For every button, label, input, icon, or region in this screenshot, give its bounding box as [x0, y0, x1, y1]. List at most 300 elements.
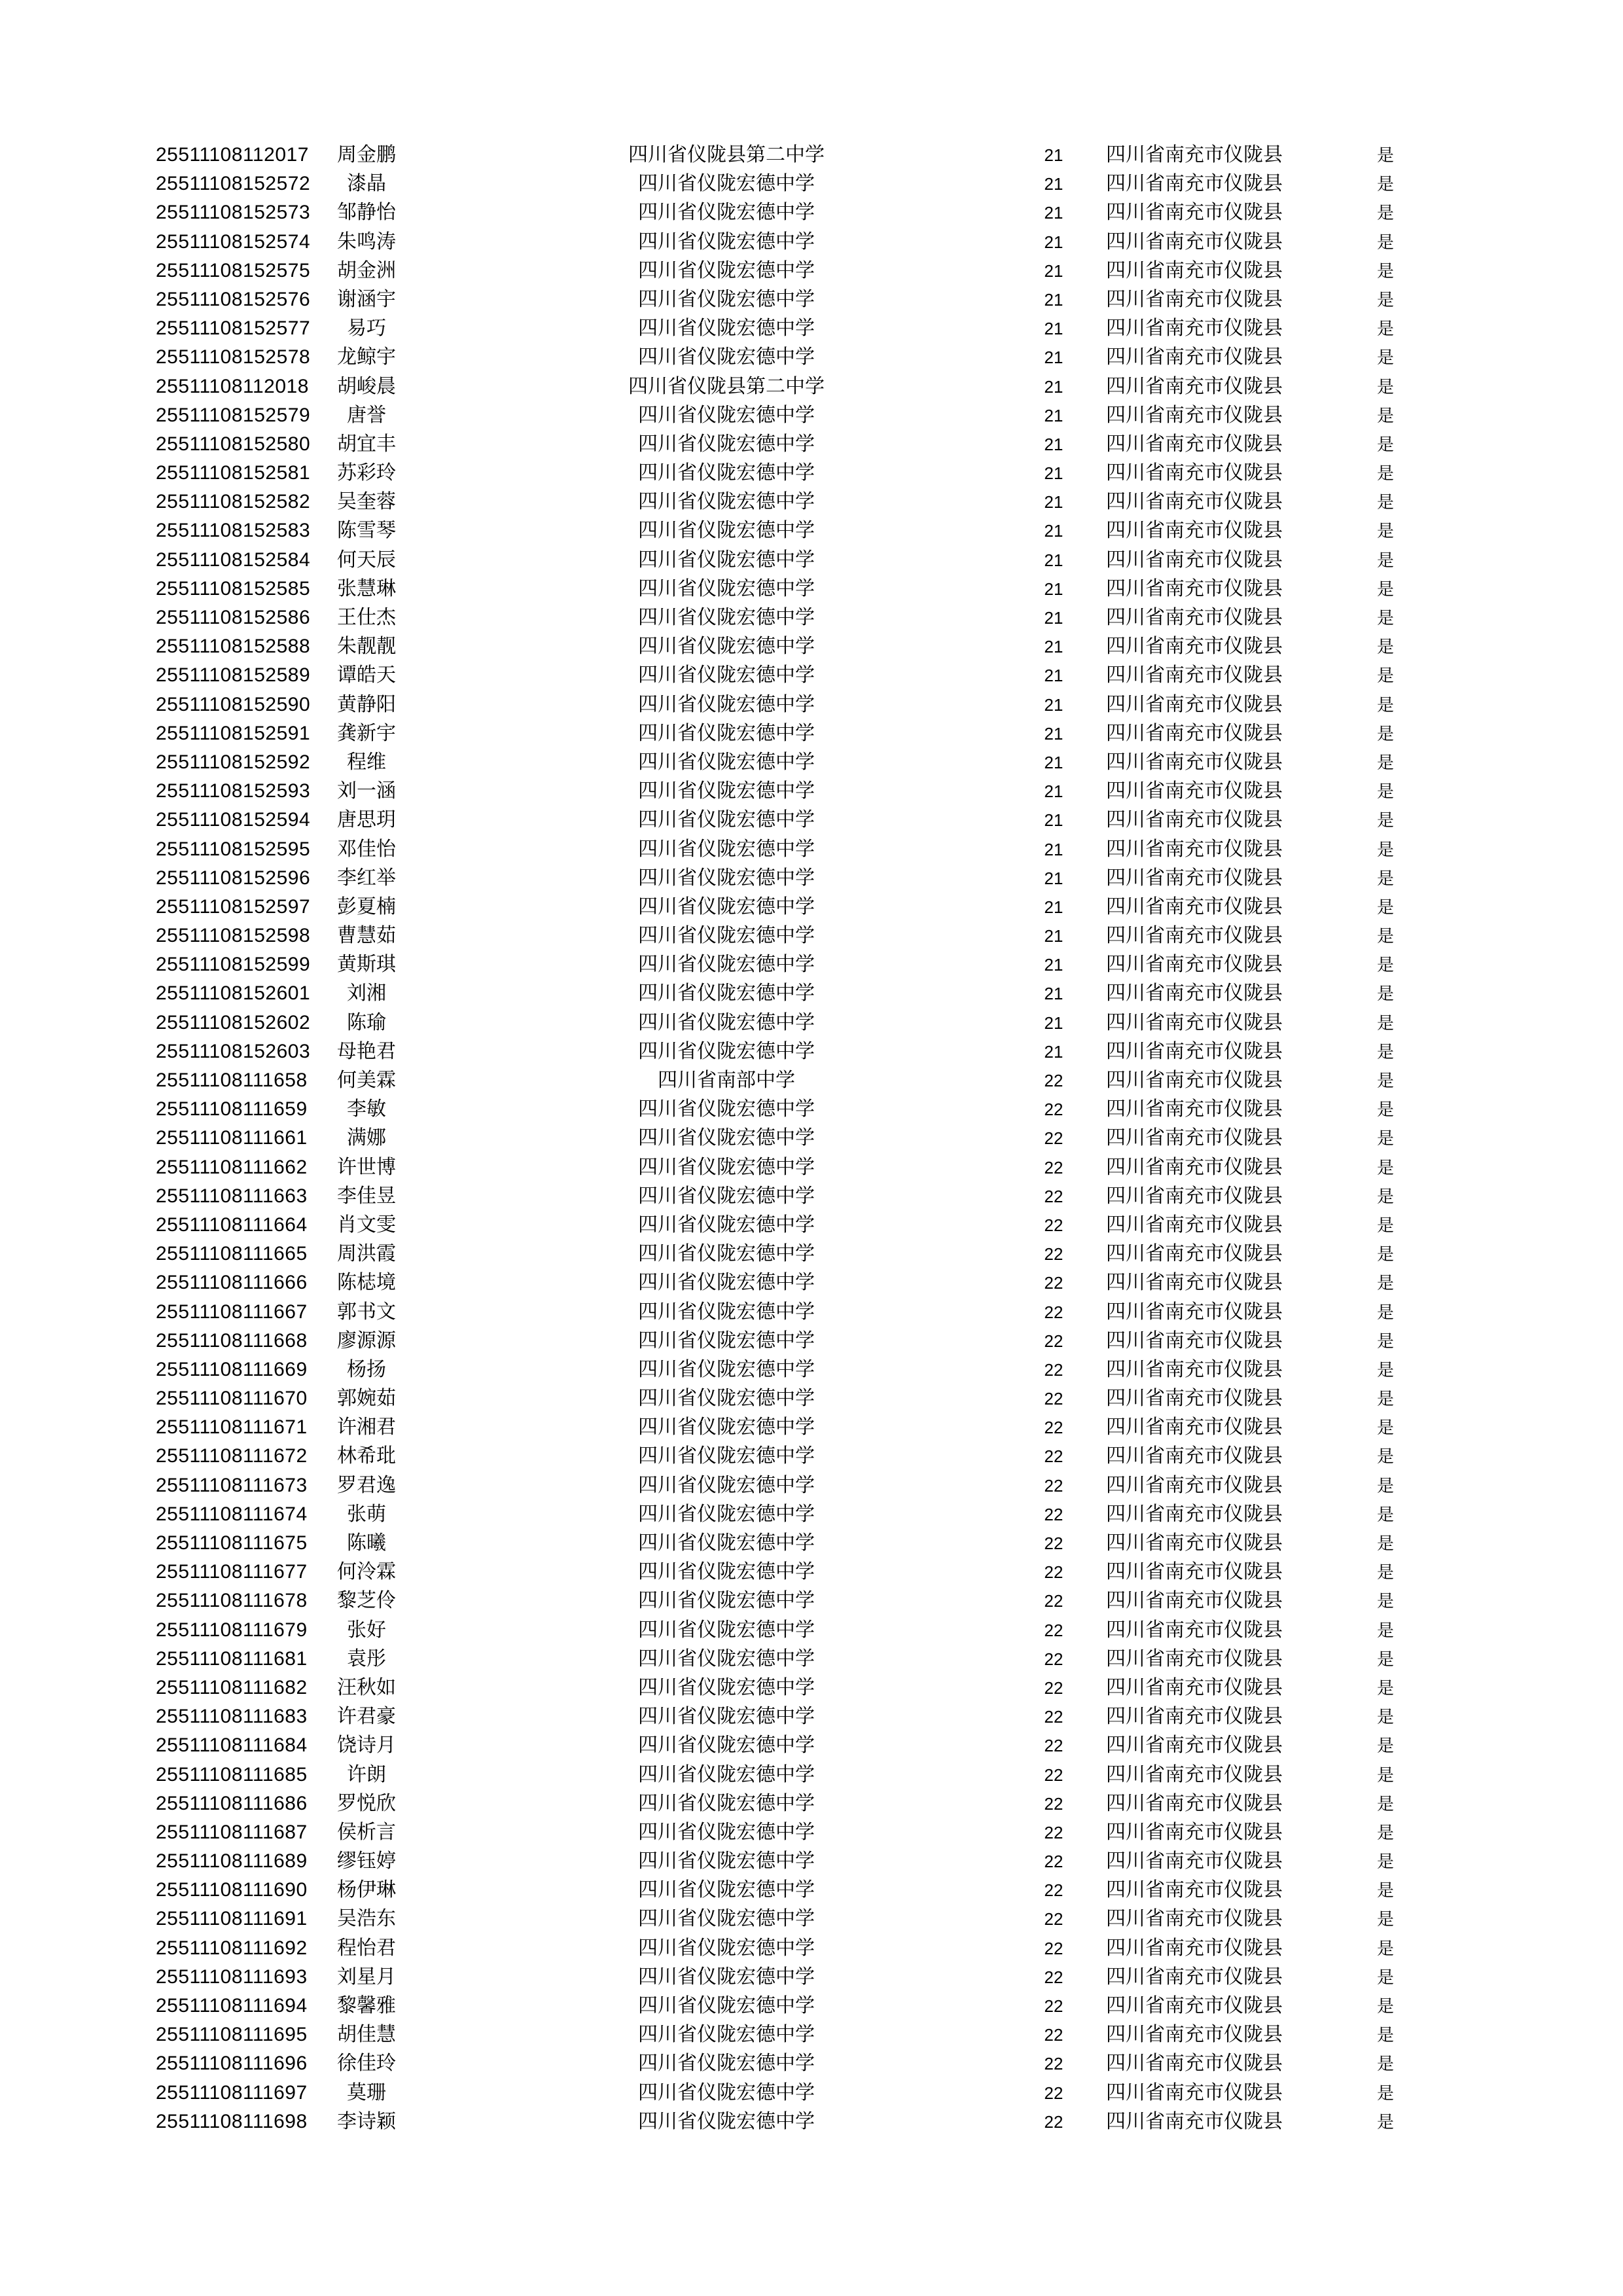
table-row: [0, 893, 1623, 922]
group-number-cell: 21: [1044, 376, 1063, 397]
exam-id-cell: 25511108152585: [156, 577, 311, 600]
confirm-cell: 是: [1376, 376, 1394, 397]
confirm-cell: 是: [1376, 1157, 1394, 1177]
confirm-cell: 是: [1376, 723, 1394, 744]
school-cell: 四川省仪陇县第二中学: [628, 375, 825, 397]
group-number-cell: 21: [1044, 348, 1063, 368]
student-name-cell: 胡金洲: [337, 259, 396, 281]
student-name-cell: 陈曦: [347, 1532, 386, 1554]
school-cell: 四川省仪陇宏德中学: [638, 1243, 815, 1265]
student-name-cell: 黎馨雅: [337, 1995, 396, 2017]
school-cell: 四川省仪陇宏德中学: [638, 1734, 815, 1757]
region-cell: 四川省南充市仪陇县: [1106, 751, 1283, 773]
school-cell: 四川省仪陇宏德中学: [638, 1416, 815, 1439]
region-cell: 四川省南充市仪陇县: [1106, 1445, 1283, 1467]
student-name-cell: 邹静怡: [337, 202, 396, 224]
region-cell: 四川省南充市仪陇县: [1106, 1040, 1283, 1062]
group-number-cell: 21: [1044, 666, 1063, 686]
confirm-cell: 是: [1376, 608, 1394, 628]
student-name-cell: 胡峻晨: [337, 375, 396, 397]
table-row: [0, 1500, 1623, 1529]
exam-id-cell: 25511108111696: [156, 2053, 308, 2075]
confirm-cell: 是: [1376, 174, 1394, 194]
student-table: [0, 141, 1623, 2136]
region-cell: 四川省南充市仪陇县: [1106, 1763, 1283, 1785]
student-name-cell: 罗君逸: [337, 1474, 396, 1496]
exam-id-cell: 25511108112018: [156, 375, 309, 397]
group-number-cell: 21: [1044, 145, 1063, 165]
table-row: [0, 343, 1623, 372]
table-row: [0, 1529, 1623, 1558]
group-number-cell: 21: [1044, 868, 1063, 888]
confirm-cell: 是: [1376, 405, 1394, 425]
school-cell: 四川省仪陇宏德中学: [638, 1213, 815, 1236]
region-cell: 四川省南充市仪陇县: [1106, 1069, 1283, 1091]
region-cell: 四川省南充市仪陇县: [1106, 2081, 1283, 2104]
region-cell: 四川省南充市仪陇县: [1106, 1821, 1283, 1843]
group-number-cell: 22: [1044, 1649, 1063, 1669]
table-row: [0, 401, 1623, 430]
group-number-cell: 21: [1044, 1013, 1063, 1033]
region-cell: 四川省南充市仪陇县: [1106, 1879, 1283, 1901]
exam-id-cell: 25511108152577: [156, 317, 311, 340]
group-number-cell: 22: [1044, 2083, 1063, 2103]
table-row: [0, 806, 1623, 834]
region-cell: 四川省南充市仪陇县: [1106, 433, 1283, 455]
region-cell: 四川省南充市仪陇县: [1106, 1098, 1283, 1121]
confirm-cell: 是: [1376, 1215, 1394, 1235]
group-number-cell: 22: [1044, 1128, 1063, 1149]
confirm-cell: 是: [1376, 2083, 1394, 2103]
student-name-cell: 何泠霖: [337, 1561, 396, 1583]
confirm-cell: 是: [1376, 232, 1394, 252]
school-cell: 四川省仪陇宏德中学: [638, 838, 815, 860]
confirm-cell: 是: [1376, 492, 1394, 512]
student-name-cell: 张慧琳: [337, 577, 396, 600]
student-name-cell: 陈梽境: [337, 1272, 396, 1294]
school-cell: 四川省仪陇宏德中学: [638, 1792, 815, 1814]
exam-id-cell: 25511108111677: [156, 1561, 308, 1583]
region-cell: 四川省南充市仪陇县: [1106, 1503, 1283, 1525]
student-name-cell: 易巧: [347, 317, 386, 340]
student-name-cell: 缪钰婷: [337, 1850, 396, 1873]
confirm-cell: 是: [1376, 2111, 1394, 2132]
table-row: [0, 1992, 1623, 2020]
student-name-cell: 朱鸣涛: [337, 230, 396, 253]
group-number-cell: 21: [1044, 203, 1063, 223]
exam-id-cell: 25511108152590: [156, 693, 311, 715]
student-name-cell: 王仕杰: [337, 607, 396, 628]
student-name-cell: 张萌: [347, 1503, 386, 1525]
group-number-cell: 21: [1044, 752, 1063, 772]
table-row: [0, 430, 1623, 459]
group-number-cell: 22: [1044, 1534, 1063, 1553]
student-name-cell: 汪秋如: [337, 1676, 396, 1698]
group-number-cell: 21: [1044, 260, 1063, 281]
student-name-cell: 漆晶: [347, 173, 386, 195]
exam-id-cell: 25511108111683: [156, 1706, 308, 1728]
confirm-cell: 是: [1376, 1677, 1394, 1698]
table-row: [0, 1934, 1623, 1963]
table-row: [0, 2020, 1623, 2049]
table-row: [0, 835, 1623, 864]
table-row: [0, 1327, 1623, 1355]
exam-id-cell: 25511108111659: [156, 1098, 308, 1121]
exam-id-cell: 25511108152593: [156, 780, 311, 802]
region-cell: 四川省南充市仪陇县: [1106, 1329, 1283, 1352]
table-row: [0, 1674, 1623, 1702]
group-number-cell: 21: [1044, 319, 1063, 339]
table-row: [0, 1066, 1623, 1095]
confirm-cell: 是: [1376, 521, 1394, 541]
exam-id-cell: 25511108111678: [156, 1590, 308, 1612]
school-cell: 四川省仪陇宏德中学: [638, 2053, 815, 2075]
group-number-cell: 22: [1044, 1736, 1063, 1756]
exam-id-cell: 25511108111673: [156, 1474, 308, 1496]
confirm-cell: 是: [1376, 839, 1394, 859]
region-cell: 四川省南充市仪陇县: [1106, 144, 1283, 166]
confirm-cell: 是: [1376, 1967, 1394, 1987]
table-row: [0, 1645, 1623, 1674]
exam-id-cell: 25511108152588: [156, 636, 311, 658]
region-cell: 四川省南充市仪陇县: [1106, 1300, 1283, 1323]
exam-id-cell: 25511108152591: [156, 722, 311, 744]
table-row: [0, 459, 1623, 488]
school-cell: 四川省仪陇宏德中学: [638, 1937, 815, 1959]
exam-id-cell: 25511108111684: [156, 1734, 308, 1757]
student-name-cell: 黄静阳: [337, 693, 396, 715]
student-name-cell: 徐佳玲: [337, 2053, 396, 2075]
region-cell: 四川省南充市仪陇县: [1106, 1474, 1283, 1496]
school-cell: 四川省仪陇宏德中学: [638, 173, 815, 195]
group-number-cell: 21: [1044, 955, 1063, 975]
table-row: [0, 141, 1623, 170]
table-row: [0, 198, 1623, 227]
group-number-cell: 22: [1044, 1418, 1063, 1438]
region-cell: 四川省南充市仪陇县: [1106, 1965, 1283, 1988]
confirm-cell: 是: [1376, 1071, 1394, 1090]
region-cell: 四川省南充市仪陇县: [1106, 982, 1283, 1005]
region-cell: 四川省南充市仪陇县: [1106, 867, 1283, 889]
region-cell: 四川省南充市仪陇县: [1106, 317, 1283, 340]
exam-id-cell: 25511108111674: [156, 1503, 308, 1525]
region-cell: 四川省南充市仪陇县: [1106, 607, 1283, 628]
confirm-cell: 是: [1376, 1852, 1394, 1872]
exam-id-cell: 25511108152582: [156, 491, 311, 513]
school-cell: 四川省仪陇宏德中学: [638, 1965, 815, 1988]
exam-id-cell: 25511108152602: [156, 1011, 311, 1033]
school-cell: 四川省仪陇宏德中学: [638, 202, 815, 224]
exam-id-cell: 25511108152584: [156, 548, 311, 571]
exam-id-cell: 25511108152598: [156, 925, 311, 947]
region-cell: 四川省南充市仪陇县: [1106, 173, 1283, 195]
table-row: [0, 516, 1623, 545]
confirm-cell: 是: [1376, 1186, 1394, 1206]
group-number-cell: 22: [1044, 1273, 1063, 1293]
table-row: [0, 1355, 1623, 1384]
region-cell: 四川省南充市仪陇县: [1106, 259, 1283, 281]
exam-id-cell: 25511108152575: [156, 259, 311, 281]
school-cell: 四川省仪陇宏德中学: [638, 520, 815, 542]
confirm-cell: 是: [1376, 1765, 1394, 1785]
group-number-cell: 22: [1044, 1677, 1063, 1698]
group-number-cell: 21: [1044, 723, 1063, 744]
student-name-cell: 杨扬: [347, 1358, 386, 1380]
region-cell: 四川省南充市仪陇县: [1106, 404, 1283, 426]
confirm-cell: 是: [1376, 550, 1394, 570]
school-cell: 四川省仪陇宏德中学: [638, 404, 815, 426]
region-cell: 四川省南充市仪陇县: [1106, 1937, 1283, 1959]
school-cell: 四川省仪陇宏德中学: [638, 1329, 815, 1352]
student-name-cell: 周金鹏: [337, 144, 396, 166]
student-name-cell: 陈雪琴: [337, 520, 396, 542]
exam-id-cell: 25511108111671: [156, 1416, 308, 1439]
confirm-cell: 是: [1376, 203, 1394, 223]
exam-id-cell: 25511108111679: [156, 1619, 308, 1641]
student-name-cell: 吴浩东: [337, 1908, 396, 1930]
exam-id-cell: 25511108111687: [156, 1821, 308, 1843]
group-number-cell: 22: [1044, 1938, 1063, 1958]
confirm-cell: 是: [1376, 1013, 1394, 1033]
school-cell: 四川省仪陇宏德中学: [638, 1474, 815, 1496]
student-name-cell: 郭书文: [337, 1300, 396, 1323]
school-cell: 四川省仪陇宏德中学: [638, 1532, 815, 1554]
student-name-cell: 饶诗月: [337, 1734, 396, 1757]
confirm-cell: 是: [1376, 1880, 1394, 1901]
table-row: [0, 979, 1623, 1008]
school-cell: 四川省仪陇宏德中学: [638, 925, 815, 947]
confirm-cell: 是: [1376, 289, 1394, 310]
school-cell: 四川省仪陇宏德中学: [638, 577, 815, 600]
school-cell: 四川省仪陇宏德中学: [638, 1995, 815, 2017]
confirm-cell: 是: [1376, 1649, 1394, 1669]
region-cell: 四川省南充市仪陇县: [1106, 375, 1283, 397]
confirm-cell: 是: [1376, 1504, 1394, 1524]
group-number-cell: 22: [1044, 1765, 1063, 1785]
student-name-cell: 张好: [347, 1619, 386, 1641]
table-row: [0, 1124, 1623, 1153]
region-cell: 四川省南充市仪陇县: [1106, 1734, 1283, 1757]
exam-id-cell: 25511108152579: [156, 404, 311, 426]
table-row: [0, 575, 1623, 603]
region-cell: 四川省南充市仪陇县: [1106, 1850, 1283, 1873]
group-number-cell: 22: [1044, 1562, 1063, 1583]
confirm-cell: 是: [1376, 666, 1394, 686]
exam-id-cell: 25511108152576: [156, 288, 311, 310]
region-cell: 四川省南充市仪陇县: [1106, 2053, 1283, 2075]
table-row: [0, 777, 1623, 806]
student-name-cell: 许君豪: [337, 1706, 396, 1728]
confirm-cell: 是: [1376, 145, 1394, 165]
region-cell: 四川省南充市仪陇县: [1106, 1995, 1283, 2017]
student-name-cell: 胡宜丰: [337, 433, 396, 455]
school-cell: 四川省仪陇宏德中学: [638, 433, 815, 455]
group-number-cell: 22: [1044, 2054, 1063, 2074]
table-row: [0, 1789, 1623, 1818]
table-row: [0, 2108, 1623, 2136]
table-row: [0, 1471, 1623, 1500]
student-name-cell: 程怡君: [337, 1937, 396, 1959]
school-cell: 四川省仪陇宏德中学: [638, 607, 815, 628]
exam-id-cell: 25511108152573: [156, 202, 311, 224]
student-name-cell: 谭皓天: [337, 664, 396, 687]
region-cell: 四川省南充市仪陇县: [1106, 1213, 1283, 1236]
student-name-cell: 郭婉茹: [337, 1388, 396, 1410]
region-cell: 四川省南充市仪陇县: [1106, 780, 1283, 802]
exam-id-cell: 25511108152580: [156, 433, 311, 455]
confirm-cell: 是: [1376, 260, 1394, 281]
region-cell: 四川省南充市仪陇县: [1106, 636, 1283, 658]
student-name-cell: 黎芝伶: [337, 1590, 396, 1612]
school-cell: 四川省仪陇宏德中学: [638, 1272, 815, 1294]
school-cell: 四川省仪陇宏德中学: [638, 722, 815, 744]
group-number-cell: 22: [1044, 1996, 1063, 2016]
group-number-cell: 21: [1044, 579, 1063, 599]
school-cell: 四川省仪陇宏德中学: [638, 2081, 815, 2104]
school-cell: 四川省仪陇宏德中学: [638, 230, 815, 253]
student-name-cell: 母艳君: [337, 1040, 396, 1062]
exam-id-cell: 25511108152589: [156, 664, 311, 687]
region-cell: 四川省南充市仪陇县: [1106, 1185, 1283, 1207]
confirm-cell: 是: [1376, 1041, 1394, 1062]
student-name-cell: 何天辰: [337, 548, 396, 571]
student-name-cell: 李敏: [347, 1098, 386, 1121]
group-number-cell: 21: [1044, 839, 1063, 859]
student-name-cell: 龚新宇: [337, 722, 396, 744]
group-number-cell: 22: [1044, 1852, 1063, 1872]
group-number-cell: 22: [1044, 1244, 1063, 1265]
region-cell: 四川省南充市仪陇县: [1106, 1243, 1283, 1265]
region-cell: 四川省南充市仪陇县: [1106, 202, 1283, 224]
exam-id-cell: 25511108111663: [156, 1185, 308, 1207]
region-cell: 四川省南充市仪陇县: [1106, 1127, 1283, 1149]
student-name-cell: 侯析言: [337, 1821, 396, 1843]
school-cell: 四川省仪陇宏德中学: [638, 1300, 815, 1323]
region-cell: 四川省南充市仪陇县: [1106, 1590, 1283, 1612]
school-cell: 四川省南部中学: [658, 1069, 795, 1091]
region-cell: 四川省南充市仪陇县: [1106, 462, 1283, 484]
exam-id-cell: 25511108111672: [156, 1445, 308, 1467]
exam-id-cell: 25511108111661: [156, 1127, 308, 1149]
exam-id-cell: 25511108152583: [156, 520, 311, 542]
table-row: [0, 1442, 1623, 1471]
exam-id-cell: 25511108111667: [156, 1300, 308, 1323]
student-name-cell: 唐思玥: [337, 809, 396, 831]
table-row: [0, 661, 1623, 690]
exam-id-cell: 25511108111682: [156, 1676, 308, 1698]
exam-id-cell: 25511108111689: [156, 1850, 308, 1873]
group-number-cell: 22: [1044, 1909, 1063, 1929]
school-cell: 四川省仪陇宏德中学: [638, 1908, 815, 1930]
school-cell: 四川省仪陇宏德中学: [638, 1127, 815, 1149]
table-row: [0, 922, 1623, 950]
table-row: [0, 1876, 1623, 1905]
confirm-cell: 是: [1376, 1359, 1394, 1380]
group-number-cell: 21: [1044, 608, 1063, 628]
confirm-cell: 是: [1376, 319, 1394, 339]
table-row: [0, 1616, 1623, 1645]
table-row: [0, 2049, 1623, 2078]
school-cell: 四川省仪陇宏德中学: [638, 636, 815, 658]
table-row: [0, 864, 1623, 893]
exam-id-cell: 25511108152581: [156, 462, 311, 484]
school-cell: 四川省仪陇宏德中学: [638, 491, 815, 513]
school-cell: 四川省仪陇宏德中学: [638, 1388, 815, 1410]
table-row: [0, 1240, 1623, 1268]
confirm-cell: 是: [1376, 984, 1394, 1004]
group-number-cell: 21: [1044, 232, 1063, 252]
exam-id-cell: 25511108111670: [156, 1388, 308, 1410]
school-cell: 四川省仪陇宏德中学: [638, 1185, 815, 1207]
confirm-cell: 是: [1376, 1534, 1394, 1553]
student-name-cell: 彭夏楠: [337, 895, 396, 918]
exam-id-cell: 25511108111675: [156, 1532, 308, 1554]
group-number-cell: 21: [1044, 550, 1063, 570]
table-row: [0, 257, 1623, 285]
table-row: [0, 1731, 1623, 1760]
school-cell: 四川省仪陇宏德中学: [638, 751, 815, 773]
confirm-cell: 是: [1376, 1996, 1394, 2016]
exam-id-cell: 25511108111658: [156, 1069, 308, 1091]
student-name-cell: 李佳昱: [337, 1185, 396, 1207]
exam-id-cell: 25511108111694: [156, 1995, 308, 2017]
confirm-cell: 是: [1376, 579, 1394, 599]
school-cell: 四川省仪陇宏德中学: [638, 1676, 815, 1698]
region-cell: 四川省南充市仪陇县: [1106, 1388, 1283, 1410]
school-cell: 四川省仪陇宏德中学: [638, 1763, 815, 1785]
school-cell: 四川省仪陇宏德中学: [638, 1619, 815, 1641]
group-number-cell: 21: [1044, 637, 1063, 657]
student-name-cell: 莫珊: [347, 2081, 386, 2104]
school-cell: 四川省仪陇宏德中学: [638, 1561, 815, 1583]
group-number-cell: 21: [1044, 405, 1063, 425]
group-number-cell: 21: [1044, 810, 1063, 831]
region-cell: 四川省南充市仪陇县: [1106, 1011, 1283, 1033]
confirm-cell: 是: [1376, 868, 1394, 888]
exam-id-cell: 25511108111692: [156, 1937, 308, 1959]
confirm-cell: 是: [1376, 1273, 1394, 1293]
exam-id-cell: 25511108111666: [156, 1272, 308, 1294]
confirm-cell: 是: [1376, 1475, 1394, 1496]
student-name-cell: 李诗颖: [337, 2110, 396, 2132]
student-name-cell: 唐誉: [347, 404, 386, 426]
confirm-cell: 是: [1376, 1302, 1394, 1322]
exam-id-cell: 25511108152578: [156, 346, 311, 368]
table-row: [0, 1298, 1623, 1327]
group-number-cell: 22: [1044, 1793, 1063, 1814]
region-cell: 四川省南充市仪陇县: [1106, 1706, 1283, 1728]
table-row: [0, 1384, 1623, 1413]
confirm-cell: 是: [1376, 955, 1394, 975]
school-cell: 四川省仪陇宏德中学: [638, 1590, 815, 1612]
school-cell: 四川省仪陇宏德中学: [638, 664, 815, 687]
school-cell: 四川省仪陇宏德中学: [638, 2110, 815, 2132]
school-cell: 四川省仪陇宏德中学: [638, 693, 815, 715]
school-cell: 四川省仪陇宏德中学: [638, 809, 815, 831]
confirm-cell: 是: [1376, 1620, 1394, 1640]
confirm-cell: 是: [1376, 1128, 1394, 1149]
student-name-cell: 刘湘: [347, 982, 386, 1005]
confirm-cell: 是: [1376, 1793, 1394, 1814]
table-row: [0, 1963, 1623, 1992]
school-cell: 四川省仪陇宏德中学: [638, 1358, 815, 1380]
school-cell: 四川省仪陇宏德中学: [638, 895, 815, 918]
student-name-cell: 刘星月: [337, 1965, 396, 1988]
confirm-cell: 是: [1376, 1938, 1394, 1958]
group-number-cell: 22: [1044, 1359, 1063, 1380]
table-row: [0, 1153, 1623, 1182]
exam-id-cell: 25511108152595: [156, 838, 311, 860]
